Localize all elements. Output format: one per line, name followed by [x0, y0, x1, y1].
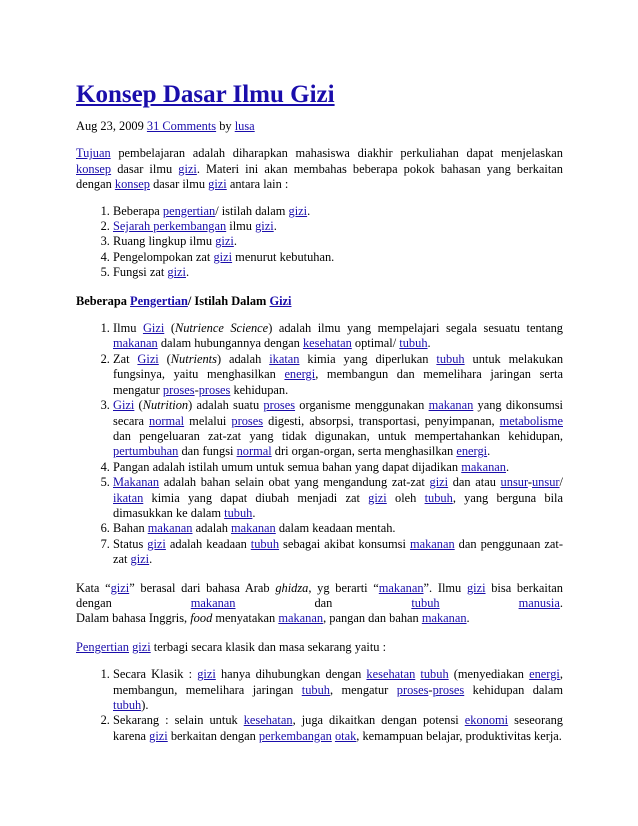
text-run: .: [252, 505, 256, 520]
text-run: menyatakan: [212, 611, 279, 626]
list-item: [113, 321, 563, 352]
text-run: .: [307, 203, 311, 218]
text-run: Pangan adalah istilah umum untuk semua bahan yang dapat dijadikan: [113, 459, 462, 474]
keyword-link[interactable]: pertumbuhan: [113, 444, 179, 459]
text-run: Sekarang : selain untuk: [113, 713, 244, 728]
keyword-link[interactable]: Gizi: [269, 293, 292, 308]
keyword-link[interactable]: gizi: [197, 667, 216, 682]
keyword-link[interactable]: ikatan: [269, 351, 300, 366]
text-run: (menyediakan: [448, 667, 530, 682]
definitions-list: [76, 321, 563, 568]
list-item: [113, 521, 563, 536]
text-run: (: [158, 351, 171, 366]
text-run: Beberapa: [113, 203, 163, 218]
list-item: [113, 265, 563, 280]
keyword-link[interactable]: makanan: [190, 595, 236, 610]
text-run: kehidupan dalam: [464, 682, 563, 697]
text-run: Bahan: [113, 521, 148, 536]
keyword-link[interactable]: metabolisme: [499, 413, 563, 428]
keyword-link[interactable]: unsur: [500, 475, 528, 490]
text-run: Beberapa: [76, 293, 131, 308]
text-run: ) adalah: [216, 351, 270, 366]
text-run: dan fungsi: [178, 444, 237, 459]
text-run: Pengelompokan zat: [113, 249, 214, 264]
text-run: .: [487, 444, 491, 459]
keyword-link[interactable]: kesehatan: [243, 713, 293, 728]
post-date: Aug 23, 2009: [76, 119, 144, 133]
article-title: [76, 80, 563, 110]
keyword-link[interactable]: pengertian: [162, 203, 216, 218]
keyword-link[interactable]: proses: [198, 382, 231, 397]
keyword-link[interactable]: unsur: [531, 475, 560, 490]
text-run: -: [194, 382, 199, 397]
text-run: Kata “: [76, 580, 111, 595]
text-run: ).: [141, 698, 149, 712]
topics-list: [76, 204, 563, 281]
text-run: berkaitan dengan: [167, 728, 259, 743]
keyword-link[interactable]: tubuh: [411, 595, 440, 610]
text-run: Ruang lingkup ilmu: [113, 234, 216, 249]
text-run: kehidupan.: [230, 382, 289, 397]
keyword-link[interactable]: ikatan: [113, 490, 144, 505]
text-run: [440, 596, 519, 610]
keyword-link[interactable]: kesehatan: [302, 336, 352, 351]
text-run: Fungsi zat: [113, 265, 168, 280]
text-run: .: [505, 459, 510, 474]
keyword-link[interactable]: makanan: [409, 536, 455, 551]
keyword-link[interactable]: tubuh: [113, 698, 142, 712]
list-item: [113, 234, 563, 249]
keyword-link[interactable]: makanan: [278, 611, 324, 626]
keyword-link[interactable]: gizi: [466, 580, 486, 595]
keyword-link[interactable]: tubuh: [424, 490, 453, 505]
etymology-paragraph-line1: [76, 581, 563, 612]
text-run: .: [149, 552, 153, 567]
keyword-link[interactable]: makanan: [231, 521, 276, 536]
keyword-link[interactable]: tubuh: [224, 505, 253, 520]
text-run: Ilmu: [113, 321, 143, 336]
text-run: terbagi secara klasik dan masa sekarang yaitu :: [150, 639, 387, 654]
keyword-link[interactable]: tubuh: [436, 351, 465, 366]
text-run: , yg berarti “: [308, 580, 379, 595]
list-item: [113, 667, 563, 713]
text-run: Zat: [113, 351, 138, 366]
text-run: / istilah dalam: [215, 203, 289, 218]
article: [76, 80, 563, 744]
text-run: .: [427, 336, 431, 351]
text-run: dan penggunaan zat-zat: [113, 536, 563, 567]
keyword-link[interactable]: gizi: [255, 219, 274, 234]
keyword-link[interactable]: otak: [334, 728, 357, 743]
keyword-link[interactable]: energi: [456, 444, 488, 459]
text-run: .: [233, 234, 237, 249]
keyword-link[interactable]: makanan: [378, 580, 424, 595]
keyword-link[interactable]: tubuh: [250, 536, 280, 551]
keyword-link[interactable]: makanan: [421, 611, 467, 626]
keyword-link[interactable]: konsep: [114, 177, 150, 192]
keyword-link[interactable]: energi: [529, 667, 560, 682]
text-run: (: [134, 398, 143, 413]
keyword-link[interactable]: tubuh: [301, 682, 330, 697]
text-run: ) adalah ilmu yang mempelajari segala sesuatu tentang: [268, 321, 564, 336]
section-heading: [76, 294, 563, 309]
keyword-link[interactable]: makanan: [147, 521, 193, 536]
text-run: .: [185, 265, 190, 280]
text-run: .: [466, 611, 470, 626]
text-run: Secara Klasik :: [113, 667, 198, 682]
text-run: kimia yang diperlukan: [299, 351, 437, 366]
text-run: adalah: [192, 521, 232, 536]
keyword-link[interactable]: gizi: [130, 552, 150, 567]
text-run: untuk melakukan fungsinya, yaitu menghasilkan: [113, 351, 564, 382]
text-run: digesti, absorpsi, transportasi, penyimpanan,: [263, 413, 500, 428]
keyword-link[interactable]: perkembangan: [258, 728, 332, 743]
text-run: , mengatur: [329, 682, 397, 697]
keyword-link[interactable]: manusia: [518, 595, 560, 610]
keyword-link[interactable]: tubuh: [399, 336, 428, 351]
keyword-link[interactable]: makanan: [461, 459, 506, 474]
text-run: / Istilah Dalam: [187, 293, 270, 308]
keyword-link[interactable]: makanan: [113, 336, 158, 351]
keyword-link[interactable]: gizi: [213, 249, 233, 264]
text-run: .: [559, 595, 563, 610]
text-run: (: [164, 321, 175, 336]
text-run: , yang berguna bila dimasukkan ke dalam: [113, 490, 563, 520]
by-label: by: [219, 119, 232, 133]
text-run: optimal/: [351, 336, 400, 351]
text-run: -: [428, 682, 433, 697]
etymology-paragraph-line2: [76, 611, 563, 626]
keyword-link[interactable]: Gizi: [142, 321, 165, 336]
keyword-link[interactable]: Tujuan: [76, 146, 111, 161]
keyword-link[interactable]: gizi: [110, 580, 130, 595]
text-run: ”. Ilmu: [423, 580, 467, 595]
keyword-link[interactable]: Sejarah perkembangan: [113, 219, 227, 234]
italic-term: Nutrience Science: [174, 321, 269, 336]
text-run: bisa berkaitan dengan: [76, 580, 563, 610]
list-item: [113, 352, 563, 398]
text-run: Dalam bahasa Inggris,: [76, 611, 191, 626]
text-run: hanya dihubungkan dengan: [215, 667, 367, 682]
text-run: dalam keadaan mentah.: [275, 521, 396, 536]
italic-term: Nutrients: [170, 351, 217, 366]
text-run: adalah bahan selain obat yang mengandung zat-zat: [159, 475, 430, 490]
italic-term: food: [190, 611, 213, 626]
text-run: dasar ilmu: [111, 161, 179, 176]
keyword-link[interactable]: Pengertian: [76, 639, 129, 654]
keyword-link[interactable]: proses: [162, 382, 195, 397]
text-run: kimia yang dapat diubah menjadi zat: [143, 490, 369, 505]
text-run: ) adalah suatu: [188, 398, 264, 413]
keyword-link[interactable]: Gizi: [113, 398, 135, 413]
list-item: [113, 250, 563, 265]
keyword-link[interactable]: gizi: [368, 490, 387, 505]
text-run: melalui: [184, 413, 232, 428]
keyword-link[interactable]: gizi: [429, 475, 449, 490]
text-run: dasar ilmu: [150, 177, 209, 192]
list-item: [113, 713, 563, 744]
text-run: dan pengeluaran zat-zat yang tidak digunakan, untuk mempertahankan kehidupan,: [113, 428, 563, 443]
keyword-link[interactable]: gizi: [167, 265, 186, 280]
text-run: sebagai akibat konsumsi: [279, 536, 410, 551]
list-item: [113, 219, 563, 234]
keyword-link[interactable]: proses: [263, 398, 296, 413]
text-run: /: [559, 475, 563, 490]
keyword-link[interactable]: makanan: [428, 398, 474, 413]
keyword-link[interactable]: normal: [149, 413, 185, 428]
text-run: dri organ-organ, serta menghasilkan: [271, 444, 457, 459]
list-item: [113, 460, 563, 475]
keyword-link[interactable]: proses: [432, 682, 465, 697]
text-run: dan: [235, 595, 412, 610]
keyword-link[interactable]: proses: [231, 413, 264, 428]
text-run: , kemampuan belajar, produktivitas kerja.: [356, 728, 562, 743]
text-run: ilmu: [226, 219, 256, 234]
keyword-link[interactable]: gizi: [215, 234, 234, 249]
text-run: menurut kebutuhan.: [232, 249, 335, 264]
text-run: pembelajaran adalah diharapkan mahasiswa diakhir perkuliahan dapat menjelaskan: [110, 146, 563, 161]
text-run: dan atau: [448, 475, 501, 490]
text-run: oleh: [386, 490, 425, 505]
text-run: Status: [113, 536, 148, 551]
text-run: . Materi ini akan membahas beberapa pokok bahasan yang berkaitan dengan: [76, 161, 563, 192]
comments-link[interactable]: 31 Comments: [146, 119, 217, 133]
list-item: [113, 475, 563, 521]
list-item: [113, 204, 563, 219]
text-run: yang dikonsumsi secara: [113, 398, 563, 428]
keyword-link[interactable]: Gizi: [137, 351, 159, 366]
keyword-link[interactable]: tubuh: [420, 667, 449, 682]
keyword-link[interactable]: ekonomi: [464, 713, 509, 728]
author-link[interactable]: lusa: [234, 119, 255, 133]
keyword-link[interactable]: kesehatan: [366, 667, 416, 682]
keyword-link[interactable]: proses: [396, 682, 429, 697]
keyword-link[interactable]: normal: [236, 444, 272, 459]
post-meta: [76, 119, 563, 134]
text-run: seseorang karena: [113, 713, 563, 743]
keyword-link[interactable]: gizi: [208, 177, 227, 192]
keyword-link[interactable]: konsep: [76, 161, 112, 176]
keyword-link[interactable]: Pengertian: [130, 293, 188, 308]
keyword-link[interactable]: gizi: [149, 728, 168, 743]
list-item: [113, 537, 563, 568]
text-run: ” berasal dari bahasa Arab: [129, 580, 276, 595]
intro-paragraph: [76, 146, 563, 192]
list-item: [113, 398, 563, 460]
italic-term: Nutrition: [142, 398, 189, 413]
text-run: , membangun dan memelihara jaringan serta mengatur: [113, 367, 563, 397]
text-run: organisme menggunakan: [295, 398, 429, 413]
keyword-link[interactable]: gizi: [147, 536, 166, 551]
keyword-link[interactable]: gizi: [178, 161, 197, 176]
text-run: antara lain :: [226, 177, 289, 192]
text-run: , juga dikaitkan dengan potensi: [292, 713, 465, 728]
text-run: -: [527, 475, 532, 490]
eras-list: [76, 667, 563, 744]
pengertian-intro: [76, 640, 563, 655]
keyword-link[interactable]: energi: [284, 367, 316, 382]
keyword-link[interactable]: gizi: [288, 203, 308, 218]
text-run: .: [273, 219, 277, 234]
text-run: , membangun, memelihara jaringan: [113, 667, 563, 697]
text-run: dalam hubungannya dengan: [157, 336, 303, 351]
keyword-link[interactable]: gizi: [132, 639, 151, 654]
text-run: adalah keadaan: [165, 536, 251, 551]
text-run: , pangan dan bahan: [323, 611, 422, 626]
keyword-link[interactable]: Makanan: [113, 475, 160, 490]
article-title-link[interactable]: Konsep Dasar Ilmu Gizi: [76, 81, 335, 108]
italic-term: ghidza: [275, 580, 309, 595]
